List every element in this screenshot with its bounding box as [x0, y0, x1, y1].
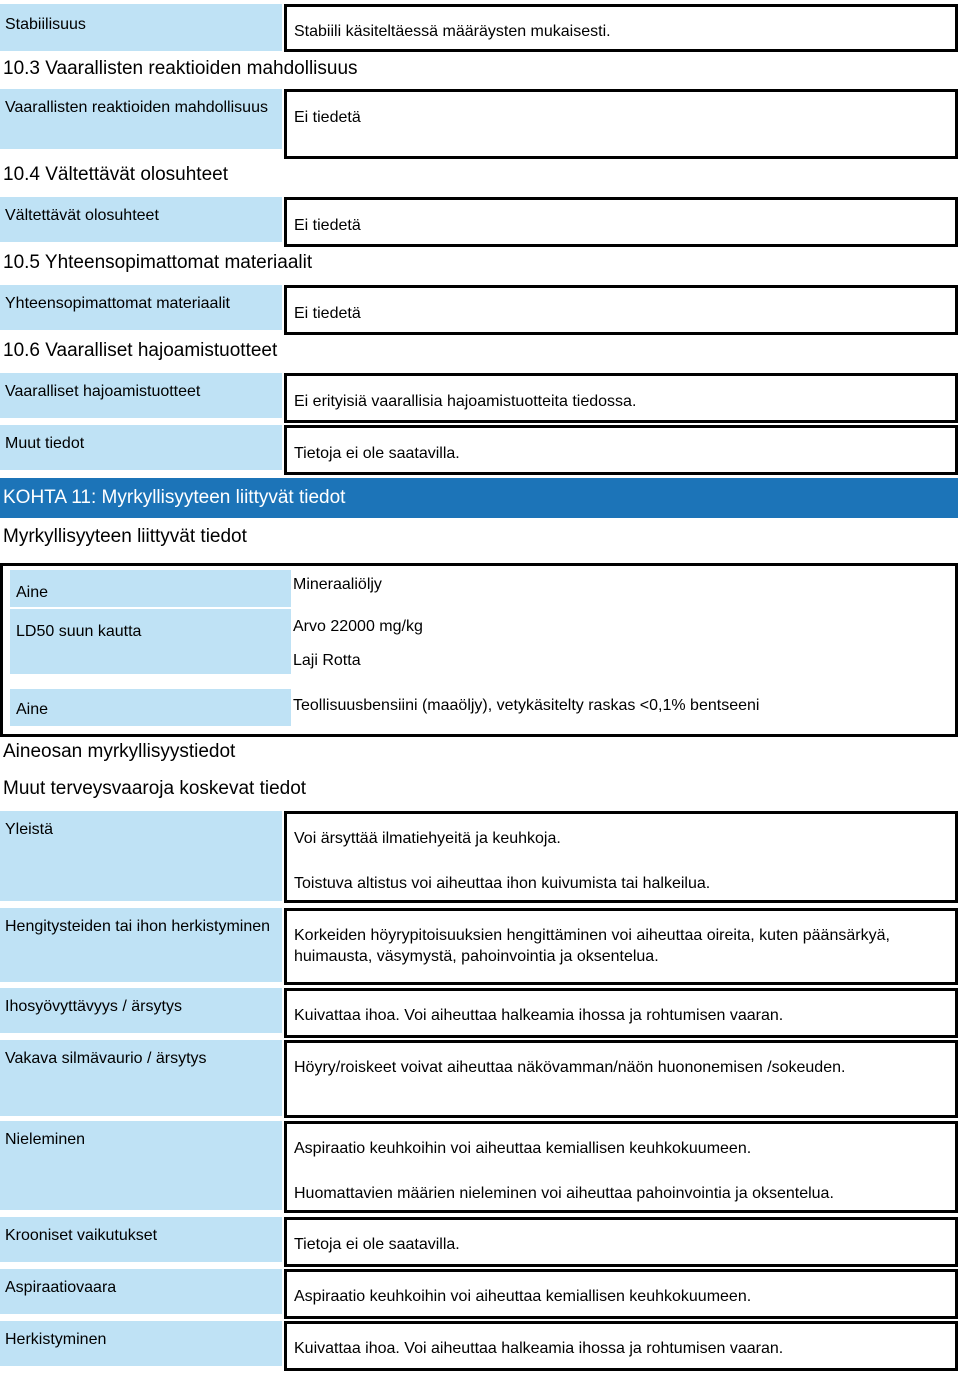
incompatible-materials-text: Ei tiedetä [294, 305, 361, 322]
sensitisation-value [284, 908, 958, 985]
aspiration-hazard-value [284, 1269, 958, 1319]
aspiration-hazard-text: Aspiraatio keuhkoihin voi aiheuttaa kemiallisen keuhkokuumeen. [294, 1288, 752, 1305]
substance-1-label: Aine [10, 570, 291, 607]
eye-damage-label: Vakava silmävaurio / ärsytys [0, 1040, 282, 1116]
ingestion-line-2: Huomattavien määrien nieleminen voi aiheuttaa pahoinvointia ja oksentelua. [294, 1185, 834, 1202]
ld50-value: Arvo 22000 mg/kg [293, 618, 423, 635]
substance-2-label: Aine [10, 689, 291, 726]
general-line-2: Toistuva altistus voi aiheuttaa ihon kuivumista tai halkeilua. [294, 875, 711, 892]
general-label: Yleistä [0, 811, 282, 901]
general-value [284, 811, 958, 903]
substance-2-value: Teollisuusbensiini (maaöljy), vetykäsitelty raskas <0,1% bentseeni [293, 697, 760, 714]
other-info-label: Muut tiedot [0, 425, 282, 470]
chronic-effects-label: Krooniset vaikutukset [0, 1217, 282, 1262]
heading-10-3: 10.3 Vaarallisten reaktioiden mahdollisuus [3, 58, 358, 79]
ingestion-line-1: Aspiraatio keuhkoihin voi aiheuttaa kemiallisen keuhkokuumeen. [294, 1140, 752, 1157]
hazardous-reactions-text: Ei tiedetä [294, 109, 361, 126]
sensitisation-text: Korkeiden höyrypitoisuuksien hengittäminen voi aiheuttaa oireita, kuten päänsärkyä, huimausta, väsymystä, pahoinvointia ja oksentelua. [294, 927, 890, 965]
hazardous-reactions-value [284, 89, 958, 159]
conditions-to-avoid-label: Vältettävät olosuhteet [0, 197, 282, 242]
eye-damage-text: Höyry/roiskeet voivat aiheuttaa näkövamman/näön huononemisen /sokeuden. [294, 1059, 846, 1076]
aspiration-hazard-label: Aspiraatiovaara [0, 1269, 282, 1314]
chronic-effects-text: Tietoja ei ole saatavilla. [294, 1236, 460, 1253]
skin-corrosion-value [284, 988, 958, 1038]
eye-damage-value [284, 1040, 958, 1118]
decomposition-products-text: Ei erityisiä vaarallisia hajoamistuotteita tiedossa. [294, 393, 637, 410]
other-info-value [284, 425, 958, 475]
hazardous-reactions-label: Vaarallisten reaktioiden mahdollisuus [0, 89, 282, 149]
conditions-to-avoid-text: Ei tiedetä [294, 217, 361, 234]
decomposition-products-value [284, 373, 958, 423]
sensitisation-label: Hengitysteiden tai ihon herkistyminen [0, 908, 282, 982]
chronic-effects-value [284, 1217, 958, 1267]
ld50-label: LD50 suun kautta [10, 609, 291, 674]
decomposition-products-label: Vaaralliset hajoamistuotteet [0, 373, 282, 418]
substance-1-value: Mineraaliöljy [293, 576, 382, 593]
conditions-to-avoid-value [284, 197, 958, 247]
stability-text: Stabiili käsiteltäessä määräysten mukaisesti. [294, 23, 611, 40]
skin-corrosion-label: Ihosyövyttävyys / ärsytys [0, 988, 282, 1033]
section-11-title: KOHTA 11: Myrkyllisyyteen liittyvät tiedot [0, 478, 958, 518]
heading-10-5: 10.5 Yhteensopimattomat materiaalit [3, 252, 313, 273]
heading-10-4: 10.4 Vältettävät olosuhteet [3, 164, 228, 185]
substances-box [0, 563, 958, 737]
stability-label: Stabiilisuus [0, 4, 282, 51]
heading-10-6: 10.6 Vaaralliset hajoamistuotteet [3, 340, 278, 361]
incompatible-materials-label: Yhteensopimattomat materiaalit [0, 285, 282, 330]
incompatible-materials-value [284, 285, 958, 335]
species-value: Laji Rotta [293, 652, 361, 669]
ingestion-value [284, 1121, 958, 1213]
ingestion-label: Nieleminen [0, 1121, 282, 1210]
sensitisation-2-label: Herkistyminen [0, 1321, 282, 1366]
other-health-heading: Muut terveysvaaroja koskevat tiedot [3, 778, 307, 799]
toxicology-subheading: Myrkyllisyyteen liittyvät tiedot [3, 526, 247, 547]
skin-corrosion-text: Kuivattaa ihoa. Voi aiheuttaa halkeamia ihossa ja rohtumisen vaaran. [294, 1007, 784, 1024]
sensitisation-2-text: Kuivattaa ihoa. Voi aiheuttaa halkeamia ihossa ja rohtumisen vaaran. [294, 1340, 784, 1357]
stability-value [284, 4, 958, 52]
other-info-text: Tietoja ei ole saatavilla. [294, 445, 460, 462]
general-line-1: Voi ärsyttää ilmatiehyeitä ja keuhkoja. [294, 830, 561, 847]
component-toxicity-heading: Aineosan myrkyllisyystiedot [3, 741, 236, 762]
sensitisation-2-value [284, 1321, 958, 1371]
